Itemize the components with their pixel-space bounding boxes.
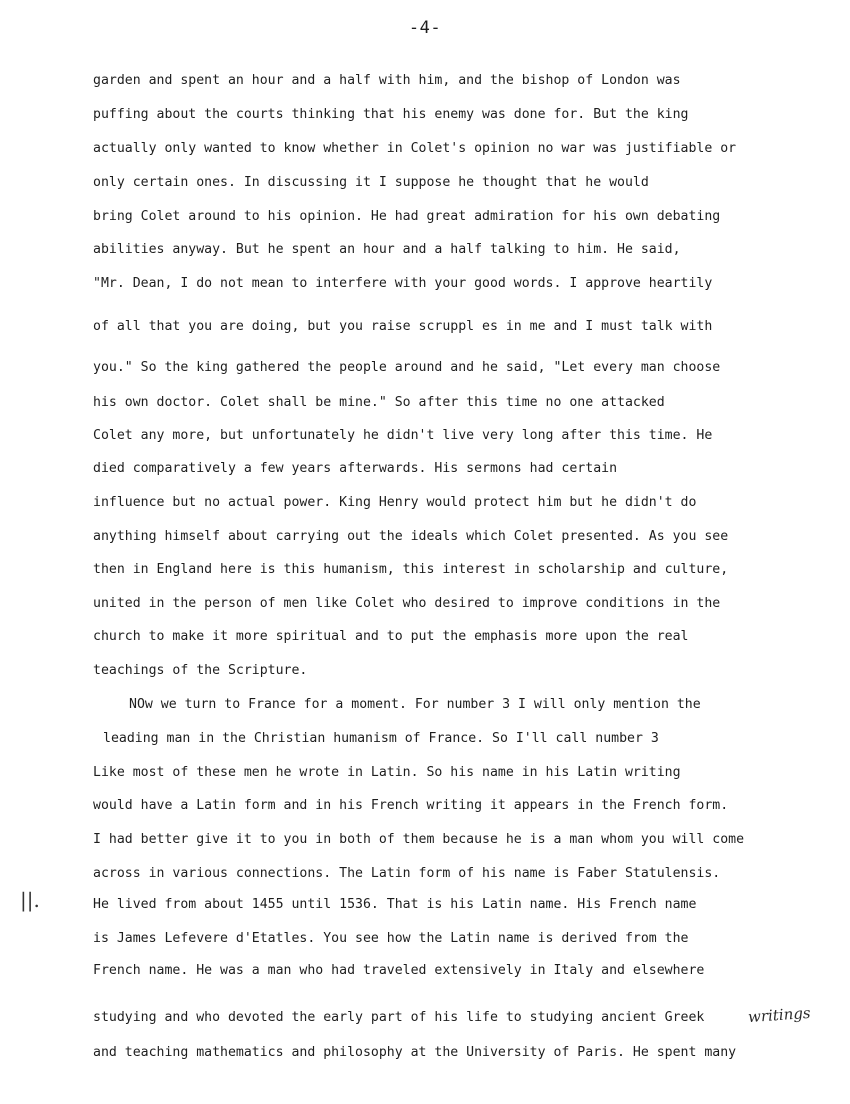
text-line: of all that you are doing, but you raise scruppl es in me and I must talk with [93, 319, 713, 334]
text-line: and teaching mathematics and philosophy at the University of Paris. He spent many [93, 1045, 737, 1060]
text-line: bring Colet around to his opinion. He had great admiration for his own debating [93, 209, 721, 224]
page-number: -4- [408, 18, 442, 38]
text-line: church to make it more spiritual and to put the emphasis more upon the real [93, 629, 689, 644]
text-line: only certain ones. In discussing it I suppose he thought that he would [93, 175, 649, 190]
text-line: influence but no actual power. King Henry would protect him but he didn't do [93, 495, 697, 510]
handwritten-note: writings [747, 1003, 812, 1027]
text-line: leading man in the Christian humanism of France. So I'll call number 3 [103, 731, 659, 746]
text-line: you." So the king gathered the people around and he said, "Let every man choose [93, 360, 721, 375]
text-line: French name. He was a man who had traveled extensively in Italy and elsewhere [93, 963, 705, 978]
text-line: abilities anyway. But he spent an hour and a half talking to him. He said, [93, 242, 681, 257]
text-line: Colet any more, but unfortunately he didn't live very long after this time. He [93, 428, 713, 443]
text-line: died comparatively a few years afterwards. His sermons had certain [93, 461, 618, 476]
text-line: garden and spent an hour and a half with him, and the bishop of London was [93, 73, 681, 88]
text-line: NOw we turn to France for a moment. For number 3 I will only mention the [129, 697, 701, 712]
text-line: united in the person of men like Colet who desired to improve conditions in the [93, 596, 721, 611]
text-line: his own doctor. Colet shall be mine." So after this time no one attacked [93, 395, 665, 410]
text-line: Like most of these men he wrote in Latin. So his name in his Latin writing [93, 765, 681, 780]
text-line: puffing about the courts thinking that his enemy was done for. But the king [93, 107, 689, 122]
text-line: actually only wanted to know whether in Colet's opinion no war was justifiable or [93, 141, 737, 156]
text-line: teachings of the Scripture. [93, 663, 308, 678]
text-line: He lived from about 1455 until 1536. That is his Latin name. His French name [93, 897, 697, 912]
text-line: studying and who devoted the early part of his life to studying ancient Greek [93, 1010, 705, 1025]
text-line: across in various connections. The Latin form of his name is Faber Statulensis. [93, 866, 721, 881]
text-line: anything himself about carrying out the ideals which Colet presented. As you see [93, 529, 729, 544]
margin-mark: ||. [20, 888, 40, 912]
text-line: would have a Latin form and in his French writing it appears in the French form. [93, 798, 729, 813]
text-line: then in England here is this humanism, this interest in scholarship and culture, [93, 562, 729, 577]
text-line: is James Lefevere d'Etatles. You see how the Latin name is derived from the [93, 931, 689, 946]
text-line: "Mr. Dean, I do not mean to interfere with your good words. I approve heartily [93, 276, 713, 291]
text-line: I had better give it to you in both of them because he is a man whom you will come [93, 832, 745, 847]
